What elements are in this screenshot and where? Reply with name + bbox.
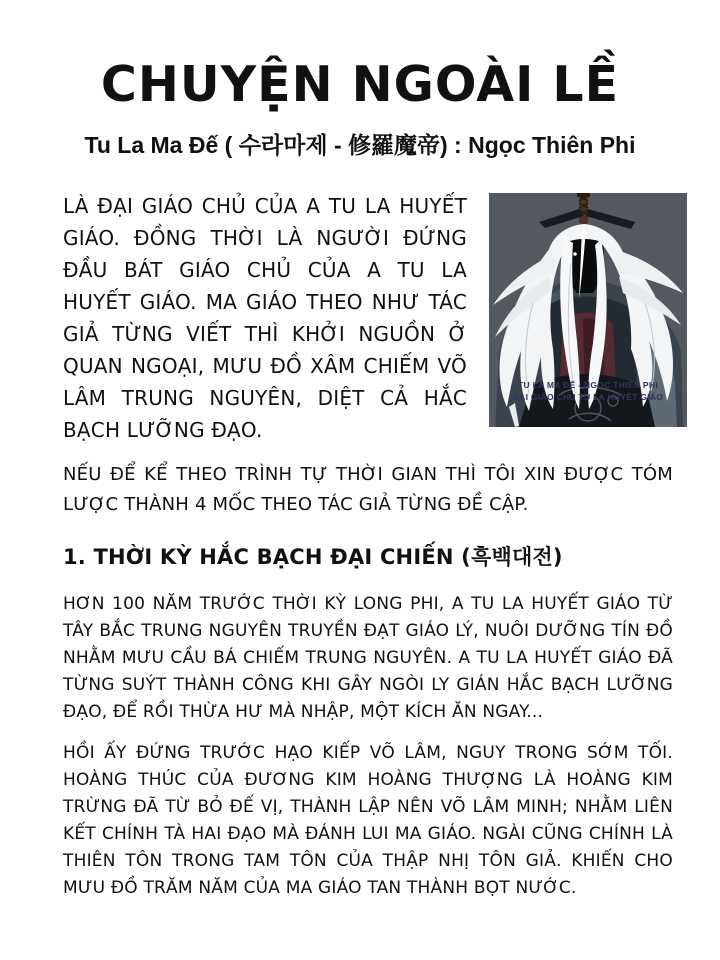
- timeline-note-paragraph: NẾU ĐỂ KỂ THEO TRÌNH TỰ THỜI GIAN THÌ TÔI XIN ĐƯỢC TÓM LƯỢC THÀNH 4 MỐC THEO TÁC GIẢ TỪNG ĐỀ CẬP.: [63, 464, 673, 515]
- section-1-paragraph-2: HỒI ẤY ĐỨNG TRƯỚC HẠO KIẾP VÕ LÂM, NGUY TRONG SỚM TỐI. HOÀNG THÚC CỦA ĐƯƠNG KIM HOÀNG THƯỢNG LÀ HOÀNG KIM TRỪNG ĐÃ TỪ BỎ ĐẾ VỊ, THÀNH LẬP NÊN VÕ LÂM MINH; NHẰM LIÊN KẾT CHÍNH TÀ HAI ĐẠO MÀ ĐÁNH LUI MA GIÁO. NGÀI CŨNG CHÍNH LÀ THIÊN TÔN TRONG TAM TÔN CỦA THẬP NHỊ TÔN GIẢ. KHIẾN CHO MƯU ĐỒ TRĂM NĂM CỦA MA GIÁO TAN THÀNH BỌT NƯỚC.: [63, 743, 673, 898]
- eye-glint: [573, 252, 577, 256]
- page-title: CHUYỆN NGOÀI LỀ: [100, 56, 620, 113]
- section-1-heading: 1. THỜI KỲ HẮC BẠCH ĐẠI CHIẾN (흑백대전): [63, 545, 563, 569]
- portrait-caption-line1: TU LA MA ĐẾ - NGỌC THIÊN PHI: [518, 380, 658, 390]
- character-portrait-art: [489, 193, 687, 427]
- character-portrait: [489, 193, 687, 427]
- section-1-paragraph-1: HƠN 100 NĂM TRƯỚC THỜI KỲ LONG PHI, A TU LA HUYẾT GIÁO TỪ TÂY BẮC TRUNG NGUYÊN TRUYỀN ĐẠT GIÁO LÝ, NUÔI DƯỠNG TÍN ĐỒ NHẰM MƯU CẦU BÁ CHIẾM TRUNG NGUYÊN. A TU LA HUYẾT GIÁO ĐÃ TỪNG SUÝT THÀNH CÔNG KHI GÂY NGÒI LY GIÁN HẮC BẠCH LƯỠNG ĐẠO, ĐỂ RỒI THỪA HƯ MÀ NHẬP, MỘT KÍCH ĂN NGAY...: [63, 594, 673, 722]
- intro-section: [63, 190, 689, 446]
- page-subtitle: Tu La Ma Đế ( 수라마제 - 修羅魔帝) : Ngọc Thiên Phi: [84, 132, 636, 158]
- intro-bio-paragraph: LÀ ĐẠI GIÁO CHỦ CỦA A TU LA HUYẾT GIÁO. ĐỒNG THỜI LÀ NGƯỜI ĐỨNG ĐẦU BÁT GIÁO CHỦ CỦA A TU LA HUYẾT GIÁO. MA GIÁO THEO NHƯ TÁC GIẢ TỪNG VIẾT THÌ KHỞI NGUỒN Ở QUAN NGOẠI, MƯU ĐỒ XÂM CHIẾM VÕ LÂM TRUNG NGUYÊN, DIỆT CẢ HẮC BẠCH LƯỠNG ĐẠO.: [63, 194, 467, 442]
- portrait-caption-line2: ĐẠI GIÁO CHỦ TU LA HUYẾT GIÁO: [512, 392, 664, 402]
